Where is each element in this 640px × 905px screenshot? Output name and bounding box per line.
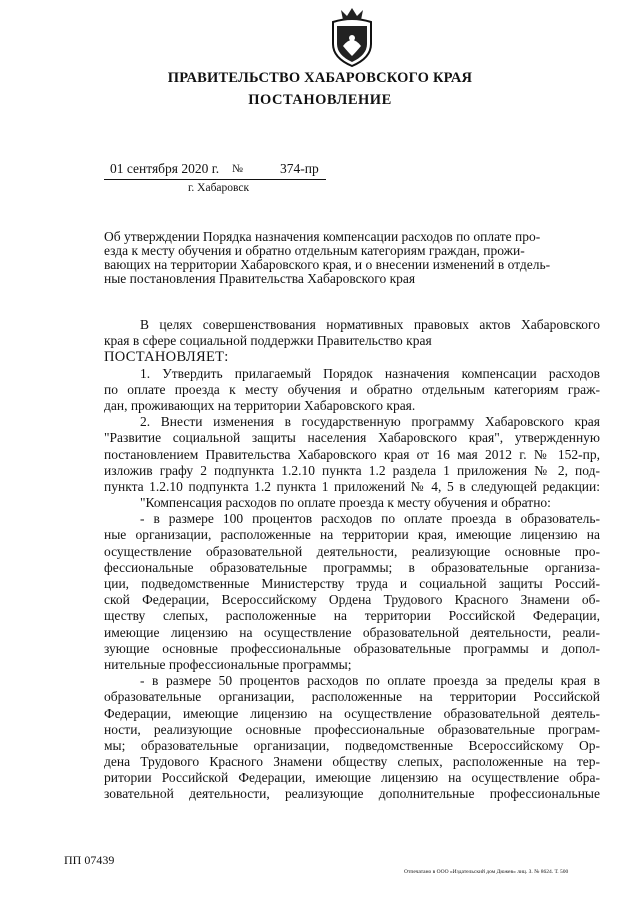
document-title	[104, 230, 600, 286]
coat-of-arms-emblem	[327, 6, 377, 68]
body-line: нительные профессиональные программы;	[104, 656, 352, 672]
body-line: - в размере 50 процентов расходов по оплате проезда за пределы края в	[140, 673, 600, 689]
body-line: пункта 1.2.10 подпункта 1.2 пункта 1 приложений № 4, 5 в следующей редакции:	[104, 478, 600, 494]
body-line: изложив графу 2 подпункта 1.2.10 пункта 1.2 раздела 1 приложения № 2, под-	[104, 462, 600, 478]
body-line: дан, проживающих на территории Хабаровского края.	[104, 397, 416, 413]
body-line: - в размере 100 процентов расходов по оплате проезда в образователь-	[140, 511, 600, 527]
document-type: ПОСТАНОВЛЕНИЕ	[248, 92, 392, 108]
number-sign: №	[232, 163, 243, 175]
body-line: осуществление образовательной деятельности, реализующие основные про-	[104, 543, 600, 559]
body-line: по оплате проезда к месту обучения и обратно отдельным категориям граж-	[104, 381, 600, 397]
body-line: постановлением Правительства Хабаровского края от 16 мая 2012 г. № 152-пр,	[104, 446, 600, 462]
body-line: ции, подведомственные Министерству труда и социальной защиты Россий-	[104, 576, 600, 591]
title-line: Об утверждении Порядка назначения компенсации расходов по оплате про-	[104, 229, 541, 244]
date-number-line	[104, 161, 326, 180]
body-line: Федерации, имеющие лицензию на осуществление образовательной деятель-	[104, 705, 600, 721]
title-line: вающих на территории Хабаровского края, и о внесении изменений в отдель-	[104, 257, 551, 272]
body-line: имеющие лицензию на осуществление образовательной деятельности, реали-	[104, 624, 600, 640]
body-line: ритории Российской Федерации, имеющие лицензию на осуществление обра-	[104, 770, 600, 786]
body-line: "Развитие социальной защиты населения Хабаровского края", утвержденную	[104, 430, 600, 446]
body-line: ской Федерации, Всероссийскому Ордена Трудового Красного Знамени об-	[104, 592, 600, 608]
body-line: зующие основные профессиональные образовательные программы и допол-	[104, 640, 600, 656]
body-line: В целях совершенствования нормативных правовых актов Хабаровского	[140, 317, 600, 332]
document-city: г. Хабаровск	[188, 182, 250, 194]
body-line: "Компенсация расходов по оплате проезда к месту обучения и обратно:	[140, 495, 551, 511]
document-date: 01 сентября 2020 г.	[110, 161, 220, 176]
printer-imprint: Отпечатано в ООО «Издательский дом Дюжев» лиц. З. № 8624. Т. 500	[404, 869, 569, 875]
resolution-keyword: ПОСТАНОВЛЯЕТ:	[104, 349, 229, 366]
body-line: зовательной деятельности, реализующие дополнительные профессиональные	[104, 786, 600, 802]
title-line: ные постановления Правительства Хабаровского края	[104, 271, 416, 286]
body-line: фессиональные образовательные программы; в образовательные организа-	[104, 559, 600, 575]
title-line: езда к месту обучения и обратно отдельным категориям граждан, прожи-	[104, 243, 525, 258]
body-line: мы; образовательные организации, подведомственные Всероссийскому Ор-	[104, 737, 600, 753]
body-line: 2. Внести изменения в государственную программу Хабаровского края	[140, 414, 600, 430]
document-number: 374-пр	[280, 161, 319, 176]
body-line: края в сфере социальной поддержки Правительство края	[104, 333, 432, 349]
document-body	[104, 317, 600, 803]
organization-name: ПРАВИТЕЛЬСТВО ХАБАРОВСКОГО КРАЯ	[167, 70, 473, 86]
body-line: образовательные организации, расположенные на территории Российской	[104, 689, 600, 705]
body-line: ществу слепых, расположенные на территории Российской Федерации,	[104, 608, 600, 624]
body-line: дена Трудового Красного Знамени обществу слепых, расположенные на тер-	[104, 754, 600, 770]
body-line: 1. Утвердить прилагаемый Порядок назначения компенсации расходов	[140, 365, 600, 381]
body-line: ные организации, расположенные на территории края, имеющие лицензию на	[104, 527, 600, 543]
body-line: ности, реализующие основные профессиональные образовательные програм-	[104, 721, 600, 737]
document-code: ПП 07439	[64, 853, 115, 867]
